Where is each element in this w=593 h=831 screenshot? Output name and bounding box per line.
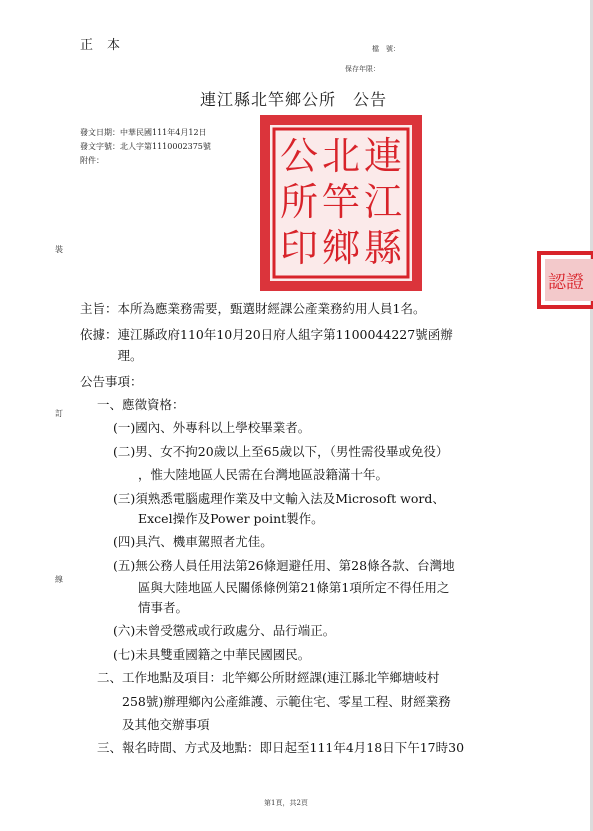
attachment-label: 附件： bbox=[80, 156, 104, 165]
body-line: 主旨：本所為應業務需要，甄選財經課公產業務約用人員1名。 bbox=[80, 301, 426, 316]
body-line: 公告事項： bbox=[80, 374, 143, 389]
retention-label: 保存年限： bbox=[345, 65, 380, 73]
official-seal bbox=[258, 113, 424, 293]
seal-char: 北 bbox=[321, 134, 361, 178]
body-line: Excel操作及Power point製作。 bbox=[113, 511, 324, 526]
seal-char: 連 bbox=[363, 134, 403, 178]
body-line: 一、應徵資格： bbox=[97, 397, 185, 412]
binding-mark-ding: 訂 bbox=[55, 409, 63, 418]
file-number-label: 檔 號： bbox=[372, 45, 400, 53]
page-footer: 第1頁，共2頁 bbox=[264, 799, 308, 807]
body-line: (二)男、女不拘20歲以上至65歲以下，（男性需役畢或免役） bbox=[113, 444, 449, 459]
body-line: (六)未曾受懲戒或行政處分、品行端正。 bbox=[113, 623, 336, 638]
body-line: 二、工作地點及項目：北竿鄉公所財經課(連江縣北竿鄉塘岐村 bbox=[97, 670, 440, 685]
verification-stamp bbox=[536, 250, 593, 310]
body-line: 依據：連江縣政府110年10月20日府人組字第1100044227號函辦 bbox=[80, 327, 453, 342]
body-line: (四)具汽、機車駕照者尤佳。 bbox=[113, 534, 273, 549]
body-line: (五)無公務人員任用法第26條迴避任用、第28條各款、台灣地 bbox=[113, 558, 455, 573]
seal-char: 公 bbox=[279, 134, 319, 178]
body-line: (七)未具雙重國籍之中華民國國民。 bbox=[113, 647, 311, 662]
body-line: 區與大陸地區人民關係條例第21條第1項所定不得任用之 bbox=[113, 580, 450, 595]
body-line: 三、報名時間、方式及地點：即日起至111年4月18日下午17時30 bbox=[97, 740, 465, 755]
document-title: 連江縣北竿鄉公所 公告 bbox=[200, 90, 388, 109]
body-line: 理。 bbox=[80, 348, 143, 363]
seal-char: 所 bbox=[279, 180, 319, 224]
seal-char: 印 bbox=[279, 226, 319, 270]
seal-char: 縣 bbox=[363, 226, 403, 270]
body-line: (一)國內、外專科以上學校畢業者。 bbox=[113, 420, 311, 435]
body-line: 情事者。 bbox=[113, 600, 189, 615]
body-line: (三)須熟悉電腦處理作業及中文輸入法及Microsoft word、 bbox=[113, 491, 445, 506]
seal-char: 竿 bbox=[321, 180, 361, 224]
body-line: ，惟大陸地區人民需在台灣地區設籍滿十年。 bbox=[113, 467, 389, 482]
svg-text:認證: 認證 bbox=[548, 272, 584, 293]
seal-char: 鄉 bbox=[321, 226, 361, 270]
seal-char: 江 bbox=[363, 180, 403, 224]
body-line: 及其他交辦事項 bbox=[97, 717, 210, 732]
binding-mark-xian: 線 bbox=[55, 575, 63, 584]
binding-mark-zhuang: 裝 bbox=[55, 245, 63, 254]
body-line: 258號)辦理鄉內公產維護、示範住宅、零星工程、財經業務 bbox=[97, 694, 451, 709]
document-number: 發文字號：北人字第1110002375號 bbox=[80, 142, 211, 151]
copy-mark: 正本 bbox=[80, 38, 135, 53]
issue-date: 發文日期：中華民國111年4月12日 bbox=[80, 128, 207, 137]
